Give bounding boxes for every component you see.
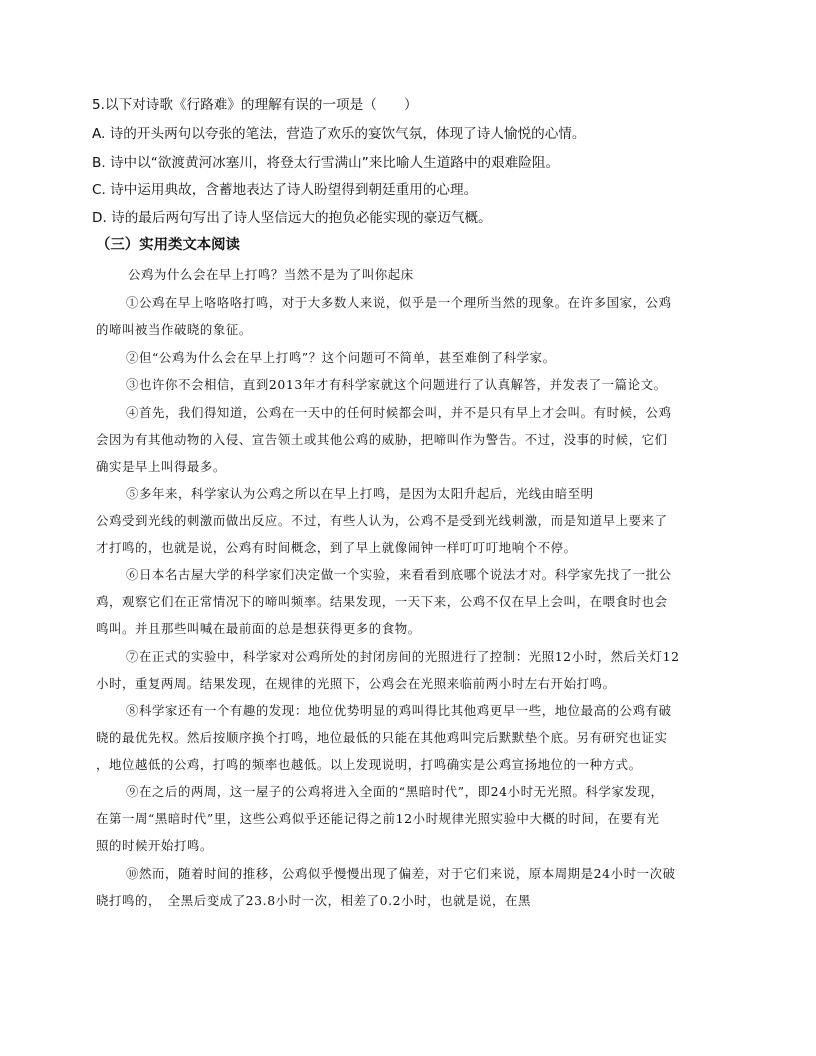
article-line: 在第一周“黑暗时代”里，这些公鸡似乎还能记得之前12小时规律光照实验中大概的时间，在要有光: [96, 811, 660, 826]
article-line: ①公鸡在早上咯咯咯打鸣，对于大多数人来说，似乎是一个理所当然的现象。在许多国家，公鸡: [126, 295, 672, 310]
article-line: 的啼叫被当作破晓的象征。: [96, 322, 252, 337]
article-title: 公鸡为什么会在早上打鸣？当然不是为了叫你起床: [128, 267, 414, 282]
article-line: 照的时候开始打鸣。: [96, 838, 213, 853]
article-line: ②但“公鸡为什么会在早上打鸣”？这个问题可不简单，甚至难倒了科学家。: [126, 350, 556, 365]
question-stem: 5.以下对诗歌《行路难》的理解有误的一项是（ ）: [92, 97, 418, 113]
article-line: ⑨在之后的两周，这一屋子的公鸡将进入全面的“黑暗时代”，即24小时无光照。科学家发现，: [126, 784, 664, 799]
article-line: ③也许你不会相信，直到2013年才有科学家就这个问题进行了认真解答，并发表了一篇论文。: [126, 377, 667, 392]
article-line: ④首先，我们得知道，公鸡在一天中的任何时候都会叫，并不是只有早上才会叫。有时候，公鸡: [126, 405, 672, 420]
article-line: 晓打鸣的， 全黑后变成了23.8小时一次，相差了0.2小时，也就是说，在黑: [96, 893, 532, 908]
article-line: 会因为有其他动物的入侵、宣告领土或其他公鸡的威胁，把啼叫作为警告。不过，没事的时候，它们: [96, 432, 668, 447]
article-line: ⑦在正式的实验中，科学家对公鸡所处的封闭房间的光照进行了控制：光照12小时，然后关灯12: [126, 649, 680, 664]
article-line: ⑧科学家还有一个有趣的发现：地位优势明显的鸡叫得比其他鸡更早一些，地位最高的公鸡有破: [126, 703, 672, 718]
article-line: ⑥日本名古屋大学的科学家们决定做一个实验，来看看到底哪个说法才对。科学家先找了一批公: [126, 567, 672, 582]
article-line: ⑤多年来，科学家认为公鸡之所以在早上打鸣，是因为太阳升起后，光线由暗至明: [126, 486, 594, 501]
article-line: 晓的最优先权。然后按顺序换个打鸣，地位最低的只能在其他鸡叫完后默默垫个底。另有研究也证实: [96, 730, 668, 745]
article-line: 小时，重复两周。结果发现，在规律的光照下，公鸡会在光照来临前两小时左右开始打鸣。: [96, 676, 616, 691]
article-line: 鸡，观察它们在正常情况下的啼叫频率。结果发现，一天下来，公鸡不仅在早上会叫，在喂食时也会: [96, 594, 668, 609]
option-d: D. 诗的最后两句写出了诗人坚信远大的抱负必能实现的豪迈气概。: [92, 210, 492, 226]
article-line: 鸣叫。并且那些叫喊在最前面的总是想获得更多的食物。: [96, 621, 421, 636]
option-b: B. 诗中以“欲渡黄河冰塞川，将登太行雪满山”来比喻人生道路中的艰难险阻。: [92, 155, 560, 171]
option-a: A. 诗的开头两句以夸张的笔法，营造了欢乐的宴饮气氛，体现了诗人愉悦的心情。: [92, 126, 586, 142]
article-line: 才打鸣的，也就是说，公鸡有时间概念，到了早上就像闹钟一样叮叮叮地响个不停。: [96, 540, 577, 555]
article-line: 确实是早上叫得最多。: [96, 459, 226, 474]
article-line: ，地位越低的公鸡，打鸣的频率也越低。以上发现说明，打鸣确实是公鸡宣扬地位的一种方式。: [96, 757, 642, 772]
section-heading: （三）实用类文本阅读: [96, 237, 240, 253]
article-line: 公鸡受到光线的刺激而做出反应。不过，有些人认为，公鸡不是受到光线刺激，而是知道早上要来了: [96, 513, 668, 528]
option-c: C. 诗中运用典故，含蓄地表达了诗人盼望得到朝廷重用的心理。: [92, 182, 478, 198]
article-line: ⑩然而，随着时间的推移，公鸡似乎慢慢出现了偏差，对于它们来说，原本周期是24小时一次破: [126, 866, 676, 881]
